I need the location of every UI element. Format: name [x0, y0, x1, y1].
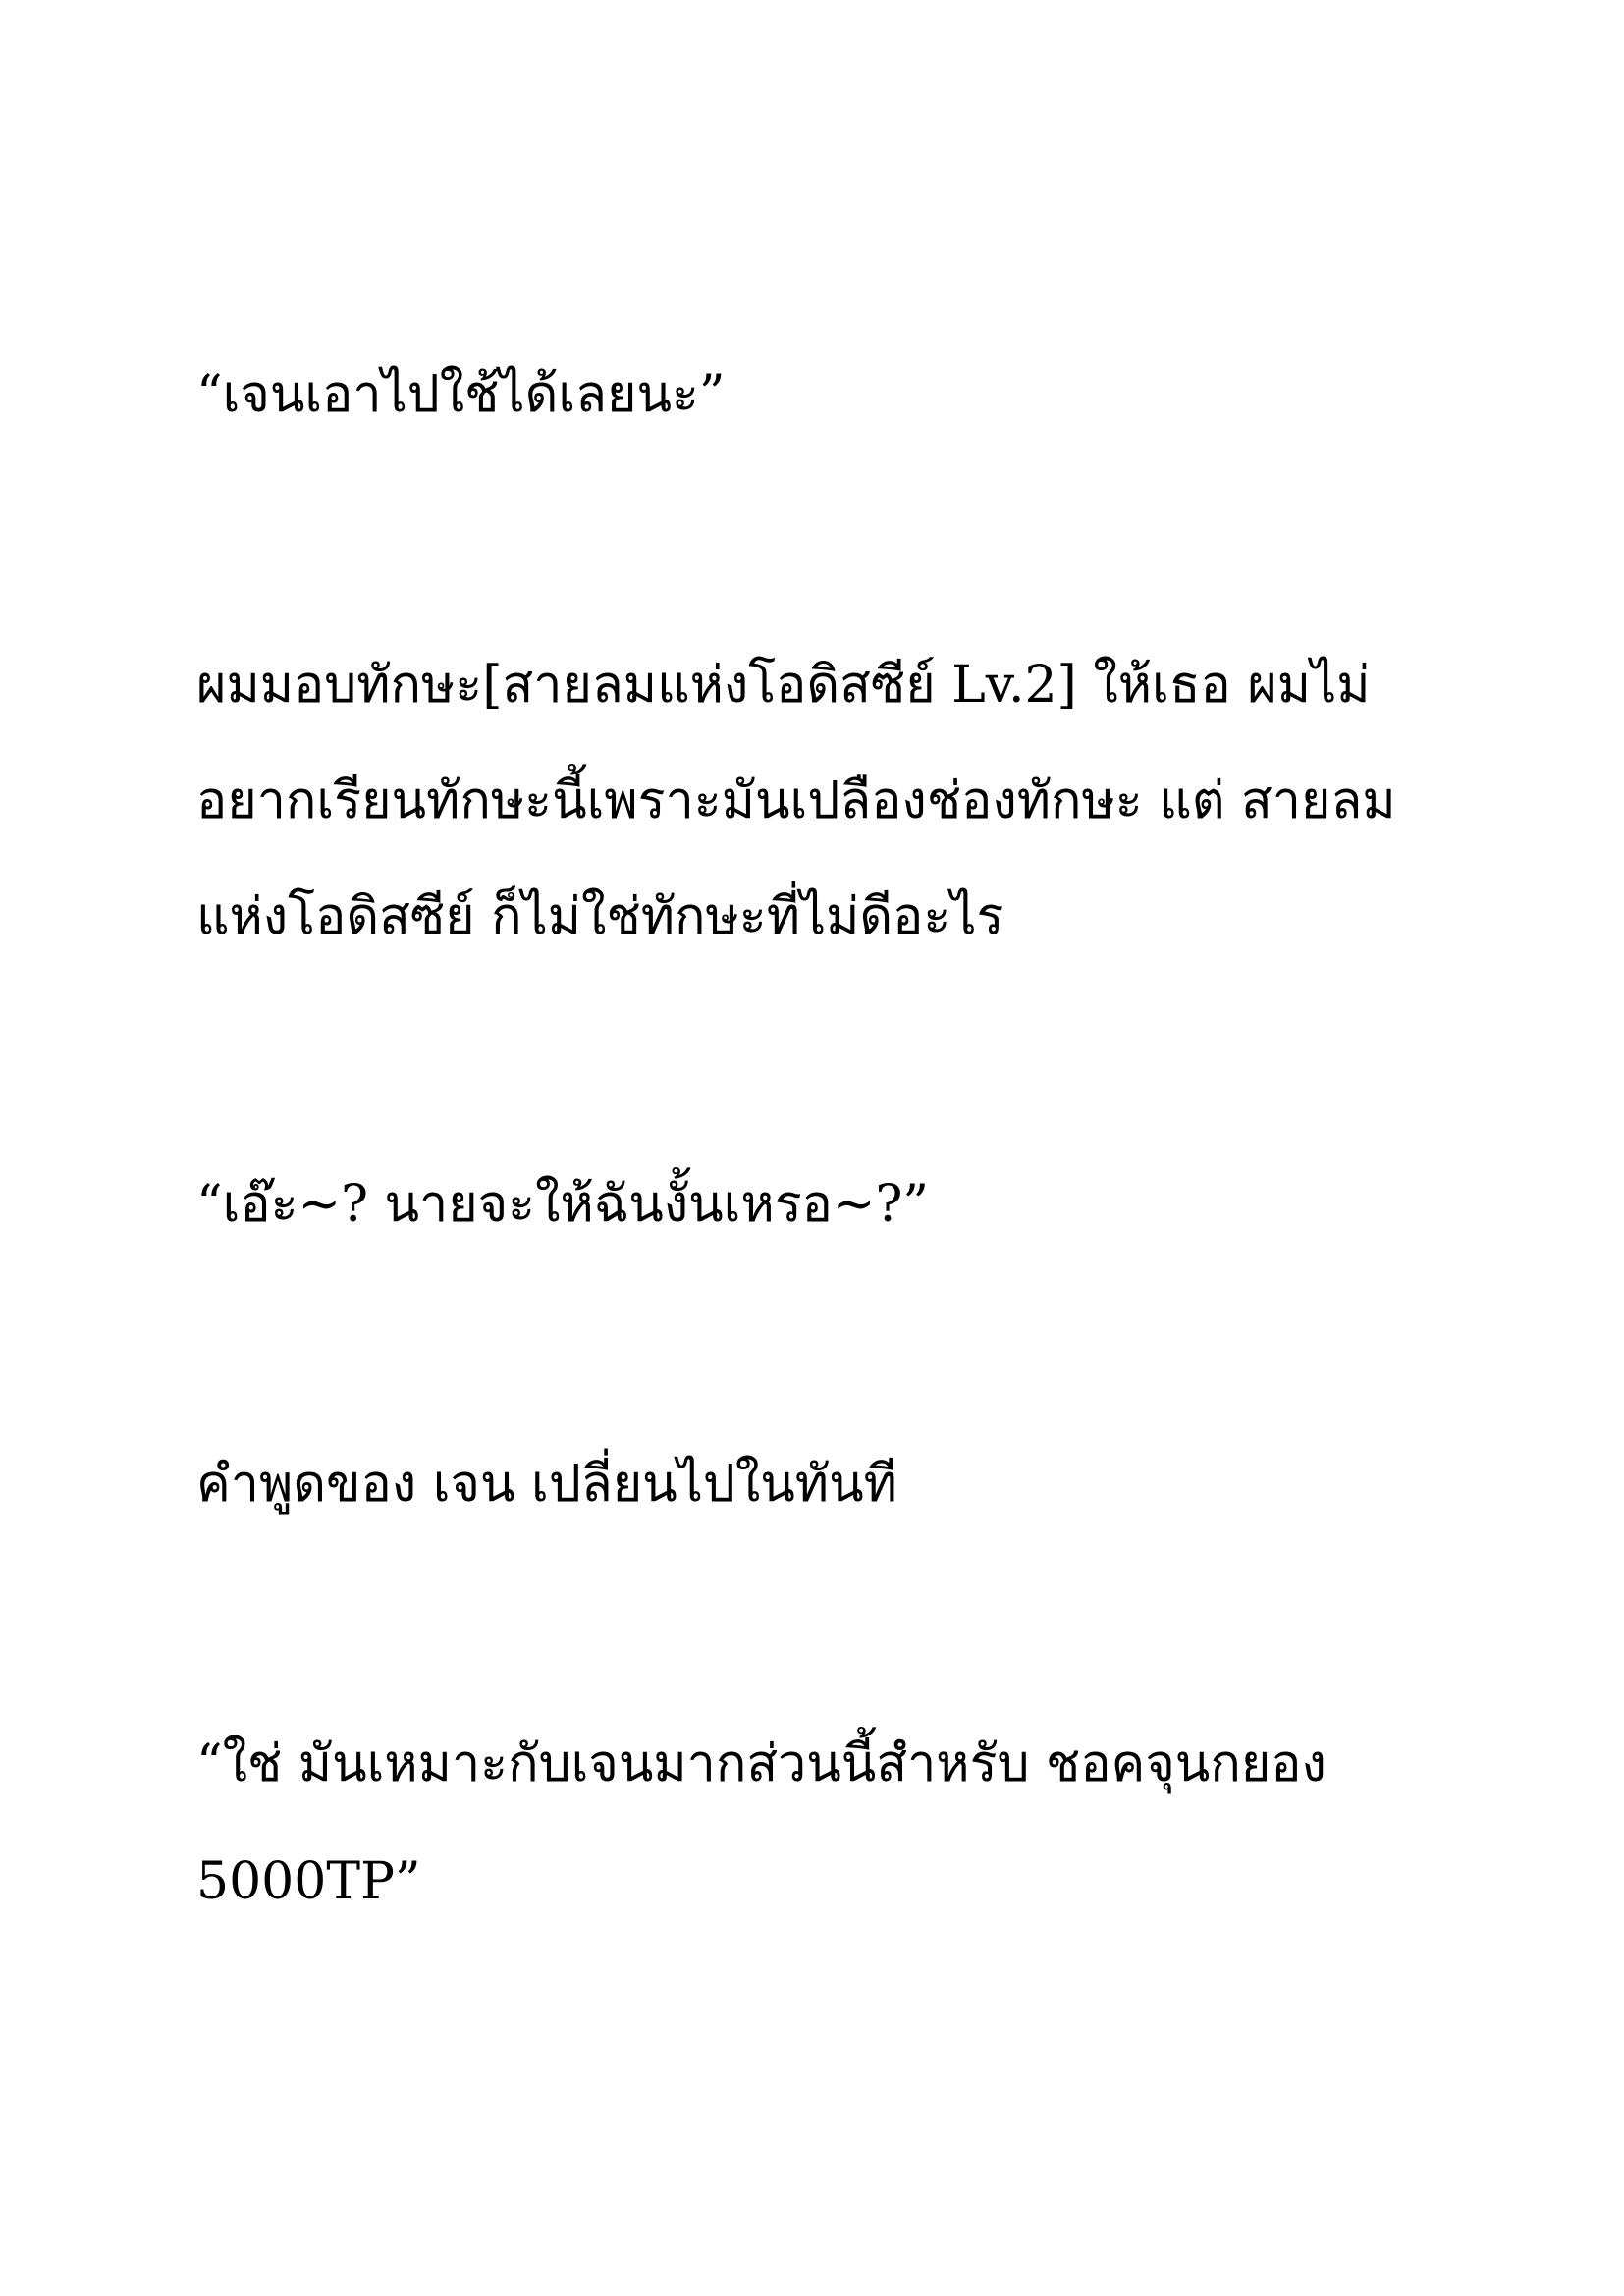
dialogue-line: “เจนเอาไปใช้ได้เลยนะ”: [196, 365, 726, 424]
narration-line: ผมมอบทักษะ[สายลมแห่งโอดิสซีย์ Lv.2] ให้เธอ ผมไม่: [196, 656, 1371, 715]
dialogue-line: “เอ๊ะ~? นายจะให้ฉันงั้นเหรอ~?”: [196, 1175, 929, 1234]
narration-line: คำพูดของ เจน เปลี่ยนไปในทันที: [196, 1455, 897, 1514]
narration-line: อยากเรียนทักษะนี้เพราะมันเปลืองช่องทักษะ แต่ สายลม: [196, 772, 1396, 830]
narration-line: แห่งโอดิสซีย์ ก็ไม่ใช่ทักษะที่ไม่ดีอะไร: [196, 887, 1004, 946]
dialogue-line: “ใช่ มันเหมาะกับเจนมากส่วนนี้สำหรับ ชอคจุนกยอง: [196, 1735, 1326, 1793]
dialogue-line: 5000TP”: [196, 1852, 421, 1911]
